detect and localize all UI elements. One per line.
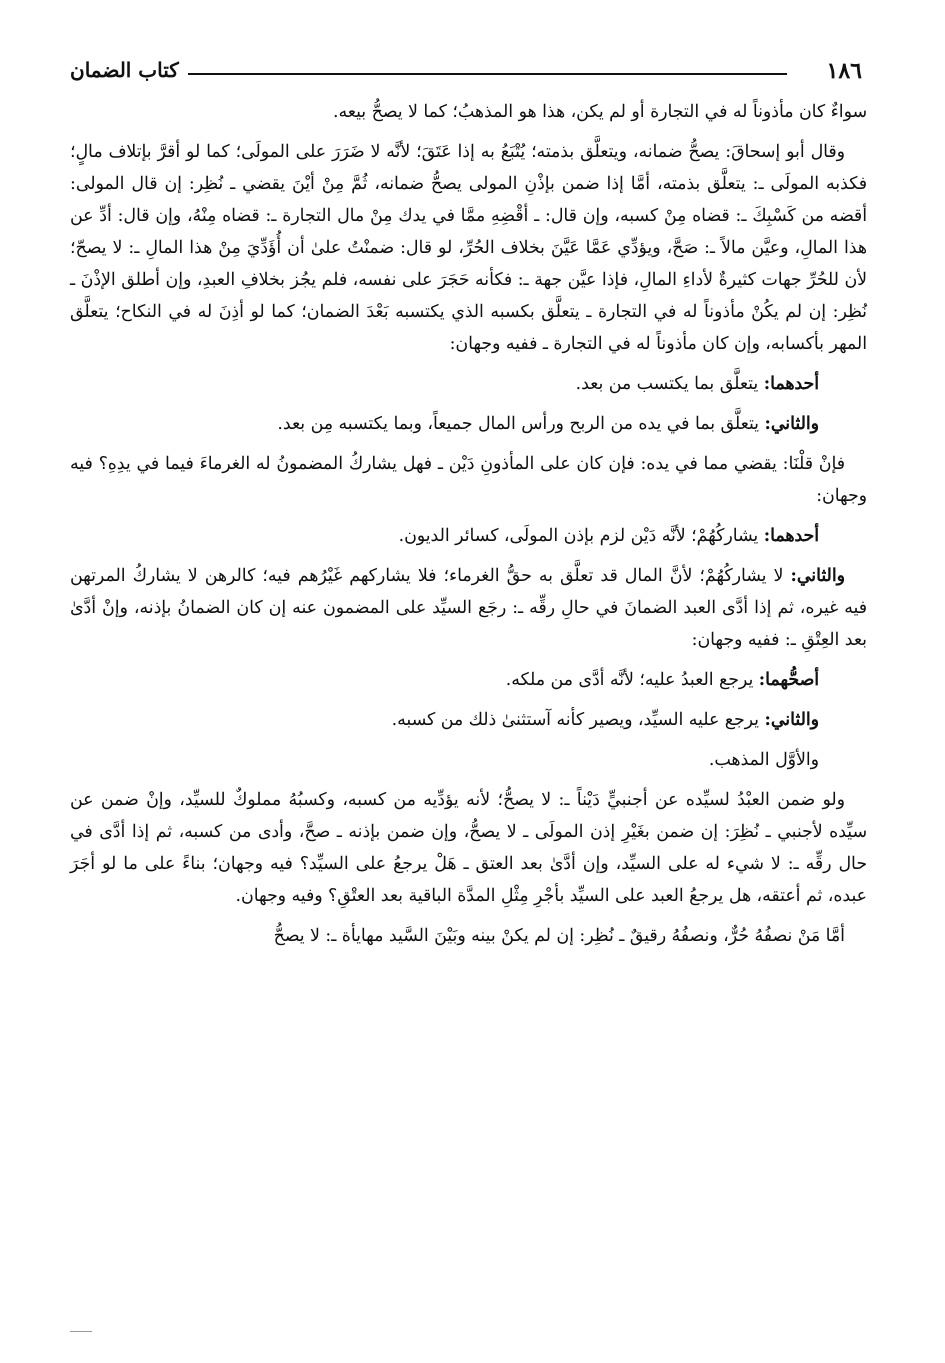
paragraph (70, 408, 867, 440)
paragraph (70, 704, 867, 736)
paragraph-text: سواءٌ كان مأذوناً له في التجارة أو لم يكن، هذا هو المذهبُ؛ كما لا يصحُّ بيعه. (333, 102, 867, 122)
paragraph-text: لا يشاركُهُمْ؛ لأنَّ المال قد تعلَّق به حقُّ الغرماء؛ فلا يشاركهم غَيْرُهم فيه؛ كالرهن لا يشاركُ المرتهن فيه غيره، ثم إذا أدَّى العبد الضمانَ في حالِ رقِّه ـ: رجَع السيِّد على المضمون عنه إن كان الضمانُ بإذنه، وإنْ أدَّىٰ بعد العِتْقِ ـ: ففيه وجهان: (70, 566, 867, 650)
paragraph-lead: والثاني: (764, 414, 819, 434)
paragraph (70, 664, 867, 696)
footer-mark (70, 1331, 92, 1332)
paragraph-text: والأوَّل المذهب. (708, 750, 819, 770)
paragraph (70, 784, 867, 912)
paragraph-lead: أحدهما: (763, 526, 819, 546)
paragraph-text: ولو ضمن العبْدُ لسيِّده عن أجنبيٍّ دَيْناً ـ: لا يصحُّ؛ لأنه يؤدِّيه من كسبه، وكسبُهُ مملوكٌ للسيِّد، وإنْ ضمن عن سيِّده لأجنبي ـ نُظِرَ: إن ضمن بغَيْرِ إذن المولَى ـ لا يصحُّ، وإن ضمن بإذنه ـ صحَّ، وأدى من كسبه، ثم إذا أدَّى في حال رقِّه ـ: لا شيء له على السيِّد، وإن أدَّىٰ بعد العتق ـ هَلْ يرجعُ على السيِّد؟ فيه وجهان؛ بناءً على ما لو أجَرَ عبده، ثم أعتقه، هل يرجعُ العبد على السيِّد بأجْرِ مِثْلِ المدَّة الباقية بعد العتْقِ؟ وفيه وجهان. (70, 790, 867, 906)
page-body (70, 96, 867, 956)
paragraph-lead: أصحُّهما: (758, 670, 819, 690)
paragraph-text: وقال أبو إسحاقَ: يصحُّ ضمانه، ويتعلَّق بذمته؛ يُتْبَعُ به إذا عَتَقَ؛ لأنَّه لا ضَرَرَ على المولَى؛ كما لو أقرَّ بإتلاف مالٍ؛ فكذبه المولَى ـ: يتعلَّق بذمته، أمَّا إذا ضمن بإذْنِ المولى يصحُّ ضمانه، ثُمَّ مِنْ أيْنَ يقضي ـ نُظِر: إن قال المولى: أقضه من كَسْبِكَ ـ: قضاه مِنْ كسبه، وإن قال: ـ أقْضِهِ ممَّا في يدك مِنْ مال التجارة ـ: قضاه مِنْهُ، وإن قال: أدِّ عن هذا المالِ، وعيَّن مالاً ـ: صَحَّ، ويؤدِّي عَمَّا عَيَّنَ بخلاف الحُرِّ، لو قال: ضمنْتُ علىٰ أن أُؤَدِّيَ مِنْ هذا المالِ ـ: لا يصحّ؛ لأن للحُرِّ جهات كثيرةٌ لأداءِ المالِ، فإذا عيَّن جهة ـ: فكأنه حَجَرَ على نفسه، فلم يجُز بخلافِ العبدِ، وإن أطلق الإذْنَ ـ نُظِر: إن لم يكُنْ مأذوناً له في التجارة ـ يتعلَّق بكسبه الذي يكتسبه بَعْدَ الضمان؛ كما لو أذِنَ له في النكاح؛ يتعلَّق المهر بأكسابه، وإن كان مأذوناً له في التجارة ـ ففيه وجهان: (70, 142, 867, 354)
paragraph (70, 744, 867, 776)
header-rule (188, 73, 787, 75)
paragraph-text: يشاركُهُمْ؛ لأنَّه دَيْن لزم بإذن المولَى، كسائر الديون. (398, 526, 759, 546)
paragraph (70, 368, 867, 400)
paragraph (70, 560, 867, 656)
paragraph-lead: والثاني: (790, 566, 845, 586)
paragraph-text: يتعلَّق بما في يده من الربح ورأس المال جميعاً، وبما يكتسبه مِن بعد. (277, 414, 759, 434)
paragraph-text: فإنْ قلْنَا: يقضي مما في يده: فإن كان على المأذونِ دَيْن ـ فهل يشاركُ المضمونُ له الغرماءَ فيما في يدِهِ؟ فيه وجهان: (70, 454, 867, 506)
paragraph (70, 520, 867, 552)
paragraph-lead: والثاني: (764, 710, 819, 730)
paragraph-text: يرجع العبدُ عليه؛ لأنَّه أدَّى من ملكه. (505, 670, 754, 690)
page-number: ١٨٦ (826, 58, 862, 84)
paragraph (70, 448, 867, 512)
paragraph (70, 920, 867, 952)
paragraph-lead: أحدهما: (763, 374, 819, 394)
paragraph-text: يتعلَّق بما يكتسب من بعد. (575, 374, 759, 394)
paragraph-text: أمَّا مَنْ نصفُهُ حُرٌّ، ونصفُهُ رقيقٌ ـ نُظِر: إن لم يكنْ بينه وبَيْنَ السَّيد مهايأة ـ: لا يصحُّ (273, 926, 845, 946)
running-title: كتاب الضمان (70, 58, 179, 82)
paragraph (70, 96, 867, 128)
paragraph-text: يرجع عليه السيِّد، ويصير كأنه آستثنىٰ ذلك من كسبه. (391, 710, 759, 730)
paragraph (70, 136, 867, 360)
page-header (70, 58, 862, 88)
